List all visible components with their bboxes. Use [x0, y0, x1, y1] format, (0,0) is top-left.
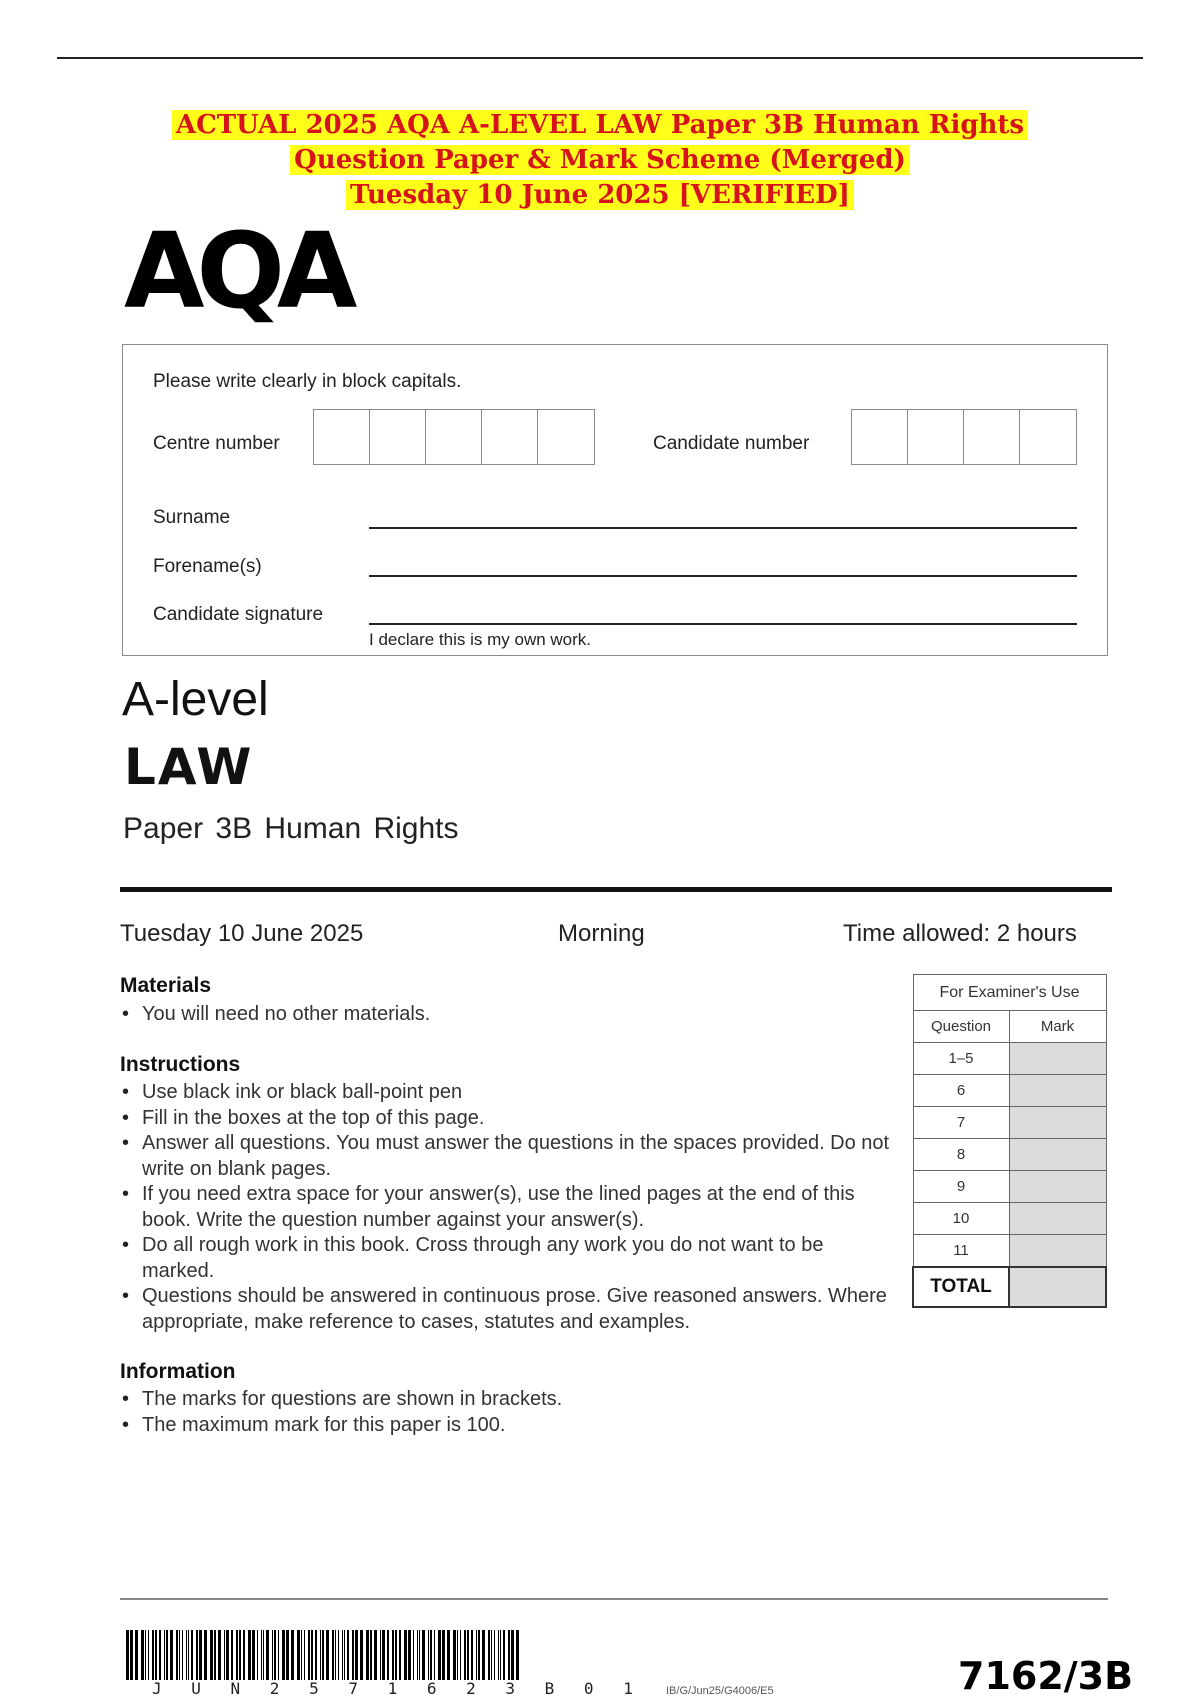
barcode-bar [338, 1630, 339, 1680]
barcode-bar [239, 1630, 241, 1680]
barcode-bar [422, 1630, 425, 1680]
barcode-bar [488, 1630, 490, 1680]
barcode-bar [413, 1630, 414, 1680]
table-row [913, 1075, 1106, 1107]
barcode-bar [191, 1630, 193, 1680]
barcode-bar [392, 1630, 394, 1680]
barcode-bar [236, 1630, 238, 1680]
reference-code: IB/G/Jun25/G4006/E5 [666, 1685, 774, 1697]
barcode-bar [417, 1630, 418, 1680]
question-column-header: Question [913, 1011, 1009, 1043]
barcode-bar [272, 1630, 273, 1680]
barcode-bar [387, 1630, 389, 1680]
information-list [120, 1387, 890, 1438]
barcode-bar [326, 1630, 329, 1680]
paper-title: Paper 3B Human Rights [123, 812, 459, 845]
centre-digit-box[interactable] [370, 410, 426, 464]
paper-code: 7162/3B [958, 1654, 1134, 1698]
barcode-bar [476, 1630, 477, 1680]
surname-label: Surname [153, 507, 231, 528]
barcode-bar [382, 1630, 385, 1680]
footer-rule [120, 1598, 1108, 1600]
barcode-bar [366, 1630, 369, 1680]
mark-cell [1009, 1107, 1106, 1139]
question-number: 11 [913, 1235, 1009, 1267]
barcode-bar [332, 1630, 334, 1680]
list-item: • You will need no other materials. [120, 1002, 890, 1028]
mark-cell [1009, 1139, 1106, 1171]
barcode-bar [224, 1630, 225, 1680]
title-banner [0, 108, 1200, 213]
total-row [913, 1267, 1106, 1307]
barcode-bar [404, 1630, 407, 1680]
barcode-bar [297, 1630, 300, 1680]
barcode [126, 1630, 524, 1680]
barcode-bar [252, 1630, 255, 1680]
barcode-bar [166, 1630, 168, 1680]
barcode-bar [395, 1630, 397, 1680]
barcode-bar [248, 1630, 251, 1680]
declaration-text: I declare this is my own work. [369, 630, 592, 649]
question-number: 9 [913, 1171, 1009, 1203]
barcode-bar [263, 1630, 264, 1680]
barcode-bar [347, 1630, 349, 1680]
barcode-bar [135, 1630, 138, 1680]
materials-heading: Materials [120, 974, 212, 997]
barcode-bar [399, 1630, 401, 1680]
barcode-bar [370, 1630, 372, 1680]
barcode-bar [282, 1630, 285, 1680]
block-capitals-instruction: Please write clearly in block capitals. [153, 371, 462, 392]
forename-field[interactable] [369, 575, 1077, 577]
barcode-bar [322, 1630, 324, 1680]
barcode-bar [226, 1630, 229, 1680]
barcode-bar [491, 1630, 492, 1680]
barcode-bar [464, 1630, 466, 1680]
barcode-bar [516, 1630, 519, 1680]
barcode-bar [204, 1630, 207, 1680]
candidate-digit-box[interactable] [852, 410, 908, 464]
barcode-bar [155, 1630, 157, 1680]
barcode-bar [214, 1630, 216, 1680]
mark-cell [1009, 1203, 1106, 1235]
barcode-bar [315, 1630, 317, 1680]
subject-title: LAW [124, 738, 254, 796]
instructions-list [120, 1080, 890, 1335]
banner-line-1: ACTUAL 2025 AQA A-LEVEL LAW Paper 3B Human Rights [172, 110, 1028, 140]
question-number: 1–5 [913, 1043, 1009, 1075]
barcode-bar [508, 1630, 510, 1680]
signature-field[interactable] [369, 623, 1077, 625]
barcode-bar [145, 1630, 146, 1680]
forename-label: Forename(s) [153, 556, 262, 577]
barcode-bar [159, 1630, 161, 1680]
barcode-bar [257, 1630, 258, 1680]
candidate-digit-box[interactable] [1020, 410, 1076, 464]
information-heading: Information [120, 1360, 236, 1383]
barcode-bar [457, 1630, 458, 1680]
barcode-bar [196, 1630, 198, 1680]
barcode-bar [291, 1630, 294, 1680]
centre-digit-box[interactable] [426, 410, 482, 464]
barcode-bar [152, 1630, 154, 1680]
barcode-bar [511, 1630, 514, 1680]
barcode-bar [148, 1630, 149, 1680]
barcode-bar [130, 1630, 133, 1680]
list-item: • The marks for questions are shown in brackets. [120, 1387, 890, 1413]
exam-session: Morning [558, 920, 645, 947]
list-item: • The maximum mark for this paper is 100. [120, 1413, 890, 1439]
table-row [913, 1235, 1106, 1267]
total-mark-cell [1009, 1267, 1106, 1307]
list-item: • Answer all questions. You must answer the questions in the spaces provided. Do not write on blank pages. [120, 1131, 890, 1182]
barcode-bar [186, 1630, 187, 1680]
mark-cell [1009, 1235, 1106, 1267]
instructions-heading: Instructions [120, 1053, 241, 1076]
table-row [913, 1171, 1106, 1203]
barcode-bar [408, 1630, 411, 1680]
table-row [913, 1139, 1106, 1171]
barcode-bar [442, 1630, 445, 1680]
barcode-bar [434, 1630, 435, 1680]
barcode-bar [274, 1630, 276, 1680]
barcode-bar [428, 1630, 429, 1680]
candidate-details-box [122, 344, 1108, 656]
barcode-bar [467, 1630, 469, 1680]
barcode-bar [170, 1630, 173, 1680]
barcode-bar [320, 1630, 321, 1680]
barcode-bar [374, 1630, 377, 1680]
barcode-bar [380, 1630, 381, 1680]
candidate-digit-box[interactable] [908, 410, 964, 464]
barcode-bar [286, 1630, 289, 1680]
barcode-bar [352, 1630, 354, 1680]
candidate-digit-box[interactable] [964, 410, 1020, 464]
barcode-bar [335, 1630, 336, 1680]
banner-line-3: Tuesday 10 June 2025 [VERIFIED] [346, 180, 854, 210]
barcode-bar [182, 1630, 183, 1680]
barcode-bar [419, 1630, 420, 1680]
barcode-bar [261, 1630, 262, 1680]
barcode-bar [460, 1630, 461, 1680]
barcode-bar [355, 1630, 358, 1680]
barcode-bar [447, 1630, 450, 1680]
barcode-bar [218, 1630, 221, 1680]
aqa-logo: AQA [124, 210, 350, 332]
exam-date: Tuesday 10 June 2025 [120, 920, 364, 947]
title-divider [120, 887, 1112, 892]
list-item: • Fill in the boxes at the top of this page. [120, 1106, 890, 1132]
centre-number-label: Centre number [153, 433, 280, 454]
barcode-bar [308, 1630, 310, 1680]
table-row [913, 1043, 1106, 1075]
barcode-bar [500, 1630, 501, 1680]
centre-digit-box[interactable] [538, 410, 594, 464]
barcode-bar [231, 1630, 233, 1680]
list-item: • Questions should be answered in continuous prose. Give reasoned answers. Where appropriate, make reference to cases, statutes and examples. [120, 1284, 890, 1335]
qualification-level: A-level [122, 673, 269, 726]
list-item: • Do all rough work in this book. Cross through any work you do not want to be marked. [120, 1233, 890, 1284]
candidate-number-label: Candidate number [653, 433, 810, 454]
barcode-bar [471, 1630, 473, 1680]
surname-field[interactable] [369, 527, 1077, 529]
barcode-bar [243, 1630, 245, 1680]
examiner-table-title: For Examiner's Use [913, 975, 1106, 1011]
question-number: 7 [913, 1107, 1009, 1139]
barcode-bar [164, 1630, 165, 1680]
barcode-bar [176, 1630, 178, 1680]
barcode-bar [342, 1630, 343, 1680]
table-row [913, 1203, 1106, 1235]
centre-digit-box[interactable] [314, 410, 370, 464]
barcode-bar [360, 1630, 363, 1680]
barcode-bar [494, 1630, 495, 1680]
centre-number-boxes[interactable] [313, 409, 595, 465]
table-row [913, 1107, 1106, 1139]
barcode-bar [141, 1630, 144, 1680]
barcode-bar [503, 1630, 505, 1680]
list-item: • If you need extra space for your answer(s), use the lined pages at the end of this book. Write the question number against your answer(s). [120, 1182, 890, 1233]
signature-label: Candidate signature [153, 604, 324, 625]
examiner-use-table [912, 974, 1107, 1308]
question-number: 10 [913, 1203, 1009, 1235]
barcode-bar [482, 1630, 485, 1680]
candidate-number-boxes[interactable] [851, 409, 1077, 465]
materials-list [120, 1002, 890, 1028]
question-number: 8 [913, 1139, 1009, 1171]
barcode-bar [430, 1630, 432, 1680]
barcode-bar [210, 1630, 213, 1680]
total-label: TOTAL [913, 1267, 1009, 1307]
barcode-bar [199, 1630, 202, 1680]
centre-digit-box[interactable] [482, 410, 538, 464]
barcode-bar [126, 1630, 129, 1680]
list-item: • Use black ink or black ball-point pen [120, 1080, 890, 1106]
barcode-text: J U N 2 5 7 1 6 2 3 B 0 1 [152, 1679, 643, 1698]
barcode-bar [304, 1630, 305, 1680]
top-rule [57, 57, 1143, 59]
barcode-bar [478, 1630, 480, 1680]
barcode-bar [453, 1630, 456, 1680]
mark-column-header: Mark [1009, 1011, 1106, 1043]
time-allowed: Time allowed: 2 hours [843, 920, 1077, 947]
mark-cell [1009, 1043, 1106, 1075]
barcode-bar [498, 1630, 499, 1680]
barcode-bar [311, 1630, 313, 1680]
barcode-bar [344, 1630, 345, 1680]
barcode-bar [438, 1630, 441, 1680]
barcode-bar [188, 1630, 189, 1680]
barcode-bar [266, 1630, 269, 1680]
barcode-bar [179, 1630, 180, 1680]
banner-line-2: Question Paper & Mark Scheme (Merged) [290, 145, 910, 175]
barcode-bar [278, 1630, 279, 1680]
mark-cell [1009, 1171, 1106, 1203]
question-number: 6 [913, 1075, 1009, 1107]
mark-cell [1009, 1075, 1106, 1107]
barcode-bar [301, 1630, 302, 1680]
